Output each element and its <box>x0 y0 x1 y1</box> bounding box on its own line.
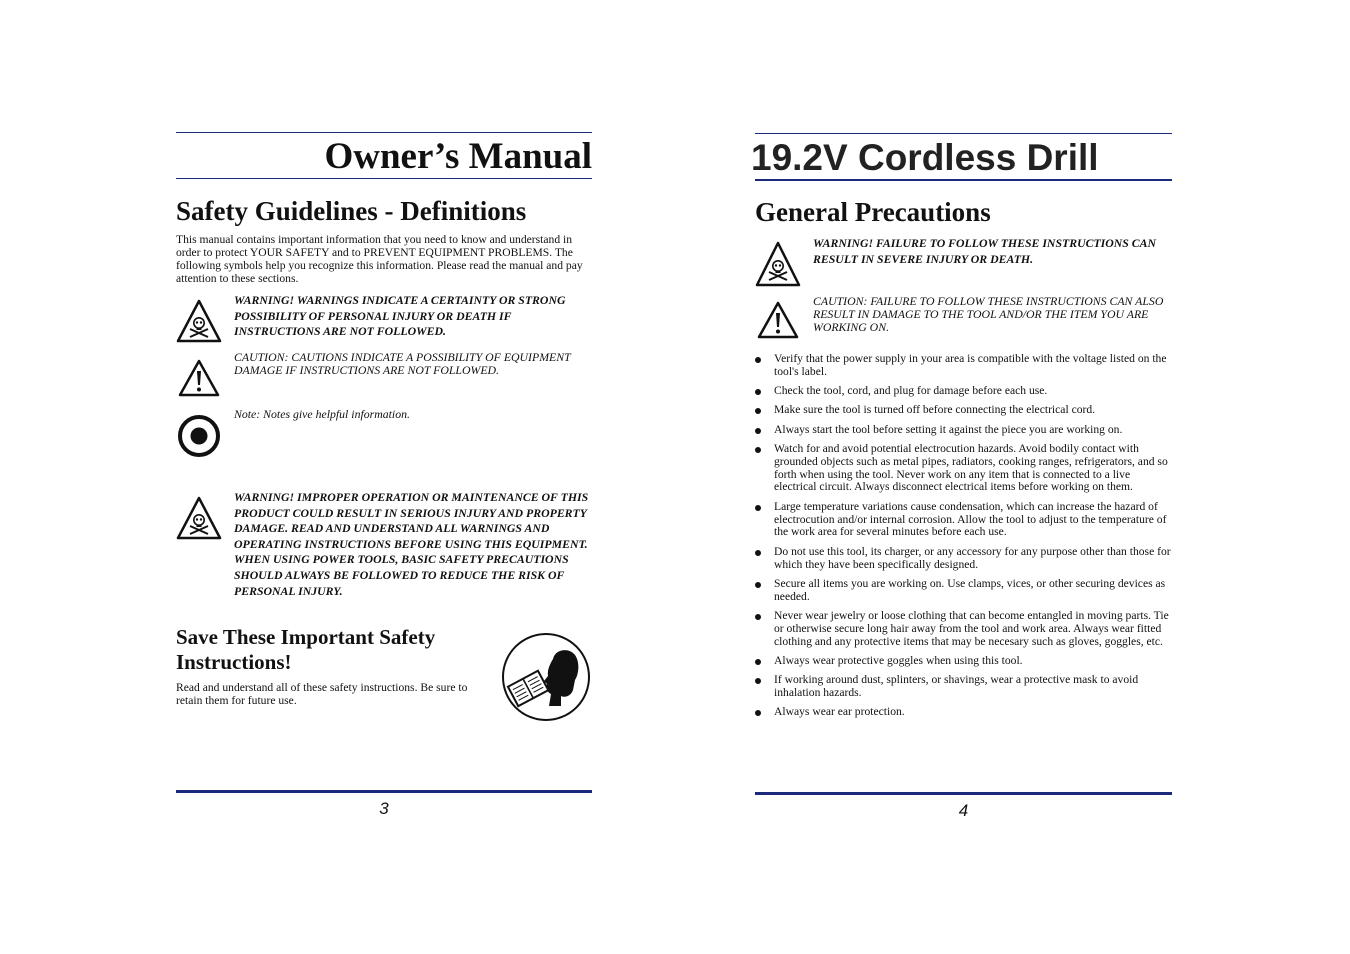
title-rule-top <box>176 132 592 133</box>
list-item <box>755 674 1172 700</box>
list-item <box>755 655 1172 668</box>
save-paragraph: Read and understand all of these safety instructions. Be sure to retain them for future use. <box>176 681 468 707</box>
bullet-icon <box>755 428 761 434</box>
bullet-icon <box>755 614 761 620</box>
list-item-text: Verify that the power supply in your area is compatible with the voltage listed on the tool's label. <box>774 352 1167 378</box>
skull-crossbones-icon <box>755 240 801 293</box>
save-heading: Save These Important Safety Instructions! <box>176 625 436 674</box>
list-item <box>755 443 1172 495</box>
list-item <box>755 353 1172 379</box>
page-title: 19.2V Cordless Drill <box>751 137 1099 178</box>
bullet-icon <box>755 447 761 453</box>
list-item <box>755 424 1172 437</box>
list-item <box>755 578 1172 604</box>
bullet-icon <box>755 505 761 511</box>
bullet-icon <box>755 678 761 684</box>
bullet-icon <box>755 408 761 414</box>
bullet-icon <box>755 582 761 588</box>
caution-text: CAUTION: FAILURE TO FOLLOW THESE INSTRUCTIONS CAN ALSO RESULT IN DAMAGE TO THE TOOL AND/OR THE ITEM YOU ARE WORKING ON. <box>813 294 1164 334</box>
list-item-text: Always start the tool before setting it against the piece you are working on. <box>774 422 1123 436</box>
list-item-text: Make sure the tool is turned off before connecting the electrical cord. <box>774 403 1096 417</box>
section-heading: Safety Guidelines - Definitions <box>176 196 527 226</box>
page-title: Owner’s Manual <box>324 136 592 177</box>
list-item-text: Watch for and avoid potential electrocution hazards. Avoid bodily contact with grounded objects such as metal pipes, radiators, cooking ranges, refrigerators, and so forth when using the tool. Never work on any item that is connected to a live electrical circuit. Always disconnect electrical items before working on them. <box>774 441 1168 494</box>
page-number: 3 <box>379 799 389 818</box>
list-item <box>755 404 1172 417</box>
warning-definition: WARNING! WARNINGS INDICATE A CERTAINTY OR STRONG POSSIBILITY OF PERSONAL INJURY OR DEATH IF INSTRUCTIONS ARE NOT FOLLOWED. <box>234 293 566 339</box>
page-number: 4 <box>958 801 969 820</box>
caution-definition: CAUTION: CAUTIONS INDICATE A POSSIBILITY OF EQUIPMENT DAMAGE IF INSTRUCTIONS ARE NOT FOLLOWED. <box>234 350 571 377</box>
title-rule-bottom <box>176 178 592 179</box>
note-definition: Note: Notes give helpful information. <box>234 407 410 421</box>
list-item-text: Large temperature variations cause condensation, which can increase the hazard of electrocution and/or internal corrosion. Allow the tool to adjust to the temperature of the work area for several minutes before each use. <box>774 499 1167 539</box>
title-rule-bottom <box>755 179 1172 181</box>
warning-text: WARNING! FAILURE TO FOLLOW THESE INSTRUCTIONS CAN RESULT IN SEVERE INJURY OR DEATH. <box>813 236 1157 266</box>
list-item-text: Secure all items you are working on. Use clamps, vices, or other securing devices as needed. <box>774 576 1166 603</box>
list-item-text: Always wear protective goggles when using this tool. <box>774 653 1023 667</box>
list-item-text: Never wear jewelry or loose clothing that can become entangled in moving parts. Tie or otherwise secure long hair away from the tool and work area. Always wear fitted clothing and any protective items that may be necesary such as gloves, goggles, etc. <box>774 608 1169 648</box>
title-rule-top <box>755 133 1172 134</box>
section-heading: General Precautions <box>755 197 991 227</box>
bullet-icon <box>755 389 761 395</box>
footer-rule <box>176 790 592 793</box>
exclamation-triangle-icon <box>757 300 799 345</box>
skull-crossbones-icon <box>176 298 222 349</box>
list-item-text: Do not use this tool, its charger, or any accessory for any purpose other than those for which they have been specifically designed. <box>774 544 1171 571</box>
target-circle-icon <box>177 414 221 463</box>
list-item <box>755 610 1172 649</box>
operation-warning: WARNING! IMPROPER OPERATION OR MAINTENANCE OF THIS PRODUCT COULD RESULT IN SERIOUS INJURY AND PROPERTY DAMAGE. READ AND UNDERSTAND ALL WARNINGS AND OPERATING INSTRUCTIONS BEFORE USING THIS EQUIPMENT. WHEN USING POWER TOOLS, BASIC SAFETY PRECAUTIONS SHOULD ALWAYS BE FOLLOWED TO REDUCE THE RISK OF PERSONAL INJURY. <box>234 490 589 598</box>
bullet-icon <box>755 710 761 716</box>
list-item-text: Always wear ear protection. <box>774 705 905 719</box>
list-item <box>755 385 1172 398</box>
bullet-icon <box>755 659 761 665</box>
footer-rule <box>755 792 1172 795</box>
bullet-icon <box>755 357 761 363</box>
list-item-text: If working around dust, splinters, or shavings, wear a protective mask to avoid inhalation hazards. <box>774 673 1139 699</box>
list-item-text: Check the tool, cord, and plug for damage before each use. <box>774 384 1048 398</box>
list-item <box>755 501 1172 540</box>
precautions-list <box>755 353 1172 725</box>
list-item <box>755 546 1172 572</box>
intro-paragraph: This manual contains important information that you need to know and understand in order to protect YOUR SAFETY and to PREVENT EQUIPMENT PROBLEMS. The following symbols help you recognize this information. Please read the manual and pay attention to these sections. <box>176 233 583 285</box>
list-item <box>755 706 1172 719</box>
exclamation-triangle-icon <box>178 358 220 403</box>
reading-person-icon <box>501 632 591 727</box>
bullet-icon <box>755 550 761 556</box>
skull-crossbones-icon <box>176 495 222 546</box>
